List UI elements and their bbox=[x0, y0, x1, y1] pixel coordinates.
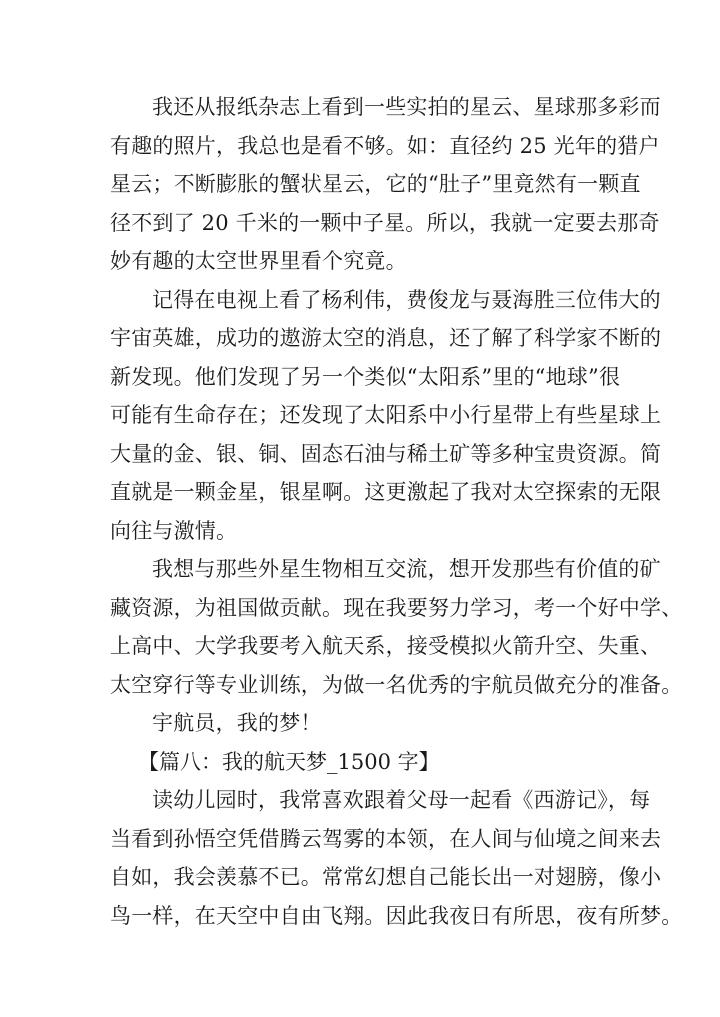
paragraph-astronauts bbox=[110, 281, 662, 551]
text-line: 向往与激情。 bbox=[110, 518, 238, 543]
text-line: 当看到孙悟空凭借腾云驾雾的本领，在人间与仙境之间来去 bbox=[110, 826, 662, 851]
text-line: 径不到了 20 千米的一颗中子星。所以，我就一定要去那奇 bbox=[110, 210, 660, 235]
text-line: 读幼儿园时，我常喜欢跟着父母一起看《西游记》，每 bbox=[152, 788, 651, 812]
text-line: 妙有趣的太空世界里看个究竟。 bbox=[110, 249, 407, 273]
section-heading: 【篇八：我的航天梦_1500 字】 bbox=[138, 749, 440, 774]
paragraph-dream bbox=[110, 704, 612, 743]
text-line: 直就是一颗金星，银星啊。这更激起了我对太空探索的无限 bbox=[110, 480, 662, 504]
text-line: 可能有生命存在；还发现了太阳系中小行星带上有些星球上 bbox=[110, 403, 662, 427]
text-line: 我还从报纸杂志上看到一些实拍的星云、星球那多彩而 bbox=[152, 95, 661, 119]
text-line: 有趣的照片，我总也是看不够。如：直径约 25 光年的猎户 bbox=[110, 133, 660, 158]
text-line: 新发现。他们发现了另一个类似“太阳系”里的“地球”很 bbox=[110, 364, 621, 389]
text-line: 大量的金、银、铜、固态石油与稀土矿等多种宝贵资源。简 bbox=[110, 441, 662, 466]
paragraph-childhood bbox=[110, 781, 683, 935]
document-page bbox=[110, 88, 683, 935]
text-line: 自如，我会羡慕不已。常常幻想自己能长出一对翅膀，像小 bbox=[110, 865, 662, 889]
text-line: 藏资源，为祖国做贡献。现在我要努力学习，考一个好中学、 bbox=[110, 595, 683, 620]
text-line: 星云；不断膨胀的蟹状星云，它的“肚子”里竟然有一颗直 bbox=[110, 172, 641, 196]
text-line: 记得在电视上看了杨利伟，费俊龙与聂海胜三位伟大的 bbox=[152, 287, 661, 312]
paragraph-nebula-photos bbox=[110, 88, 661, 281]
text-line: 鸟一样，在天空中自由飞翔。因此我夜日有所思，夜有所梦。 bbox=[110, 903, 683, 928]
text-line: 太空穿行等专业训练，为做一名优秀的宇航员做充分的准备。 bbox=[110, 672, 683, 697]
text-line: 上高中、大学我要考入航天系，接受模拟火箭升空、失重、 bbox=[110, 634, 662, 658]
text-line: 宇航员，我的梦！ bbox=[152, 711, 322, 735]
text-line: 宇宙英雄，成功的遨游太空的消息，还了解了科学家不断的 bbox=[110, 326, 662, 350]
paragraph-aspirations bbox=[110, 550, 683, 704]
text-line: 我想与那些外星生物相互交流，想开发那些有价值的矿 bbox=[152, 557, 661, 581]
